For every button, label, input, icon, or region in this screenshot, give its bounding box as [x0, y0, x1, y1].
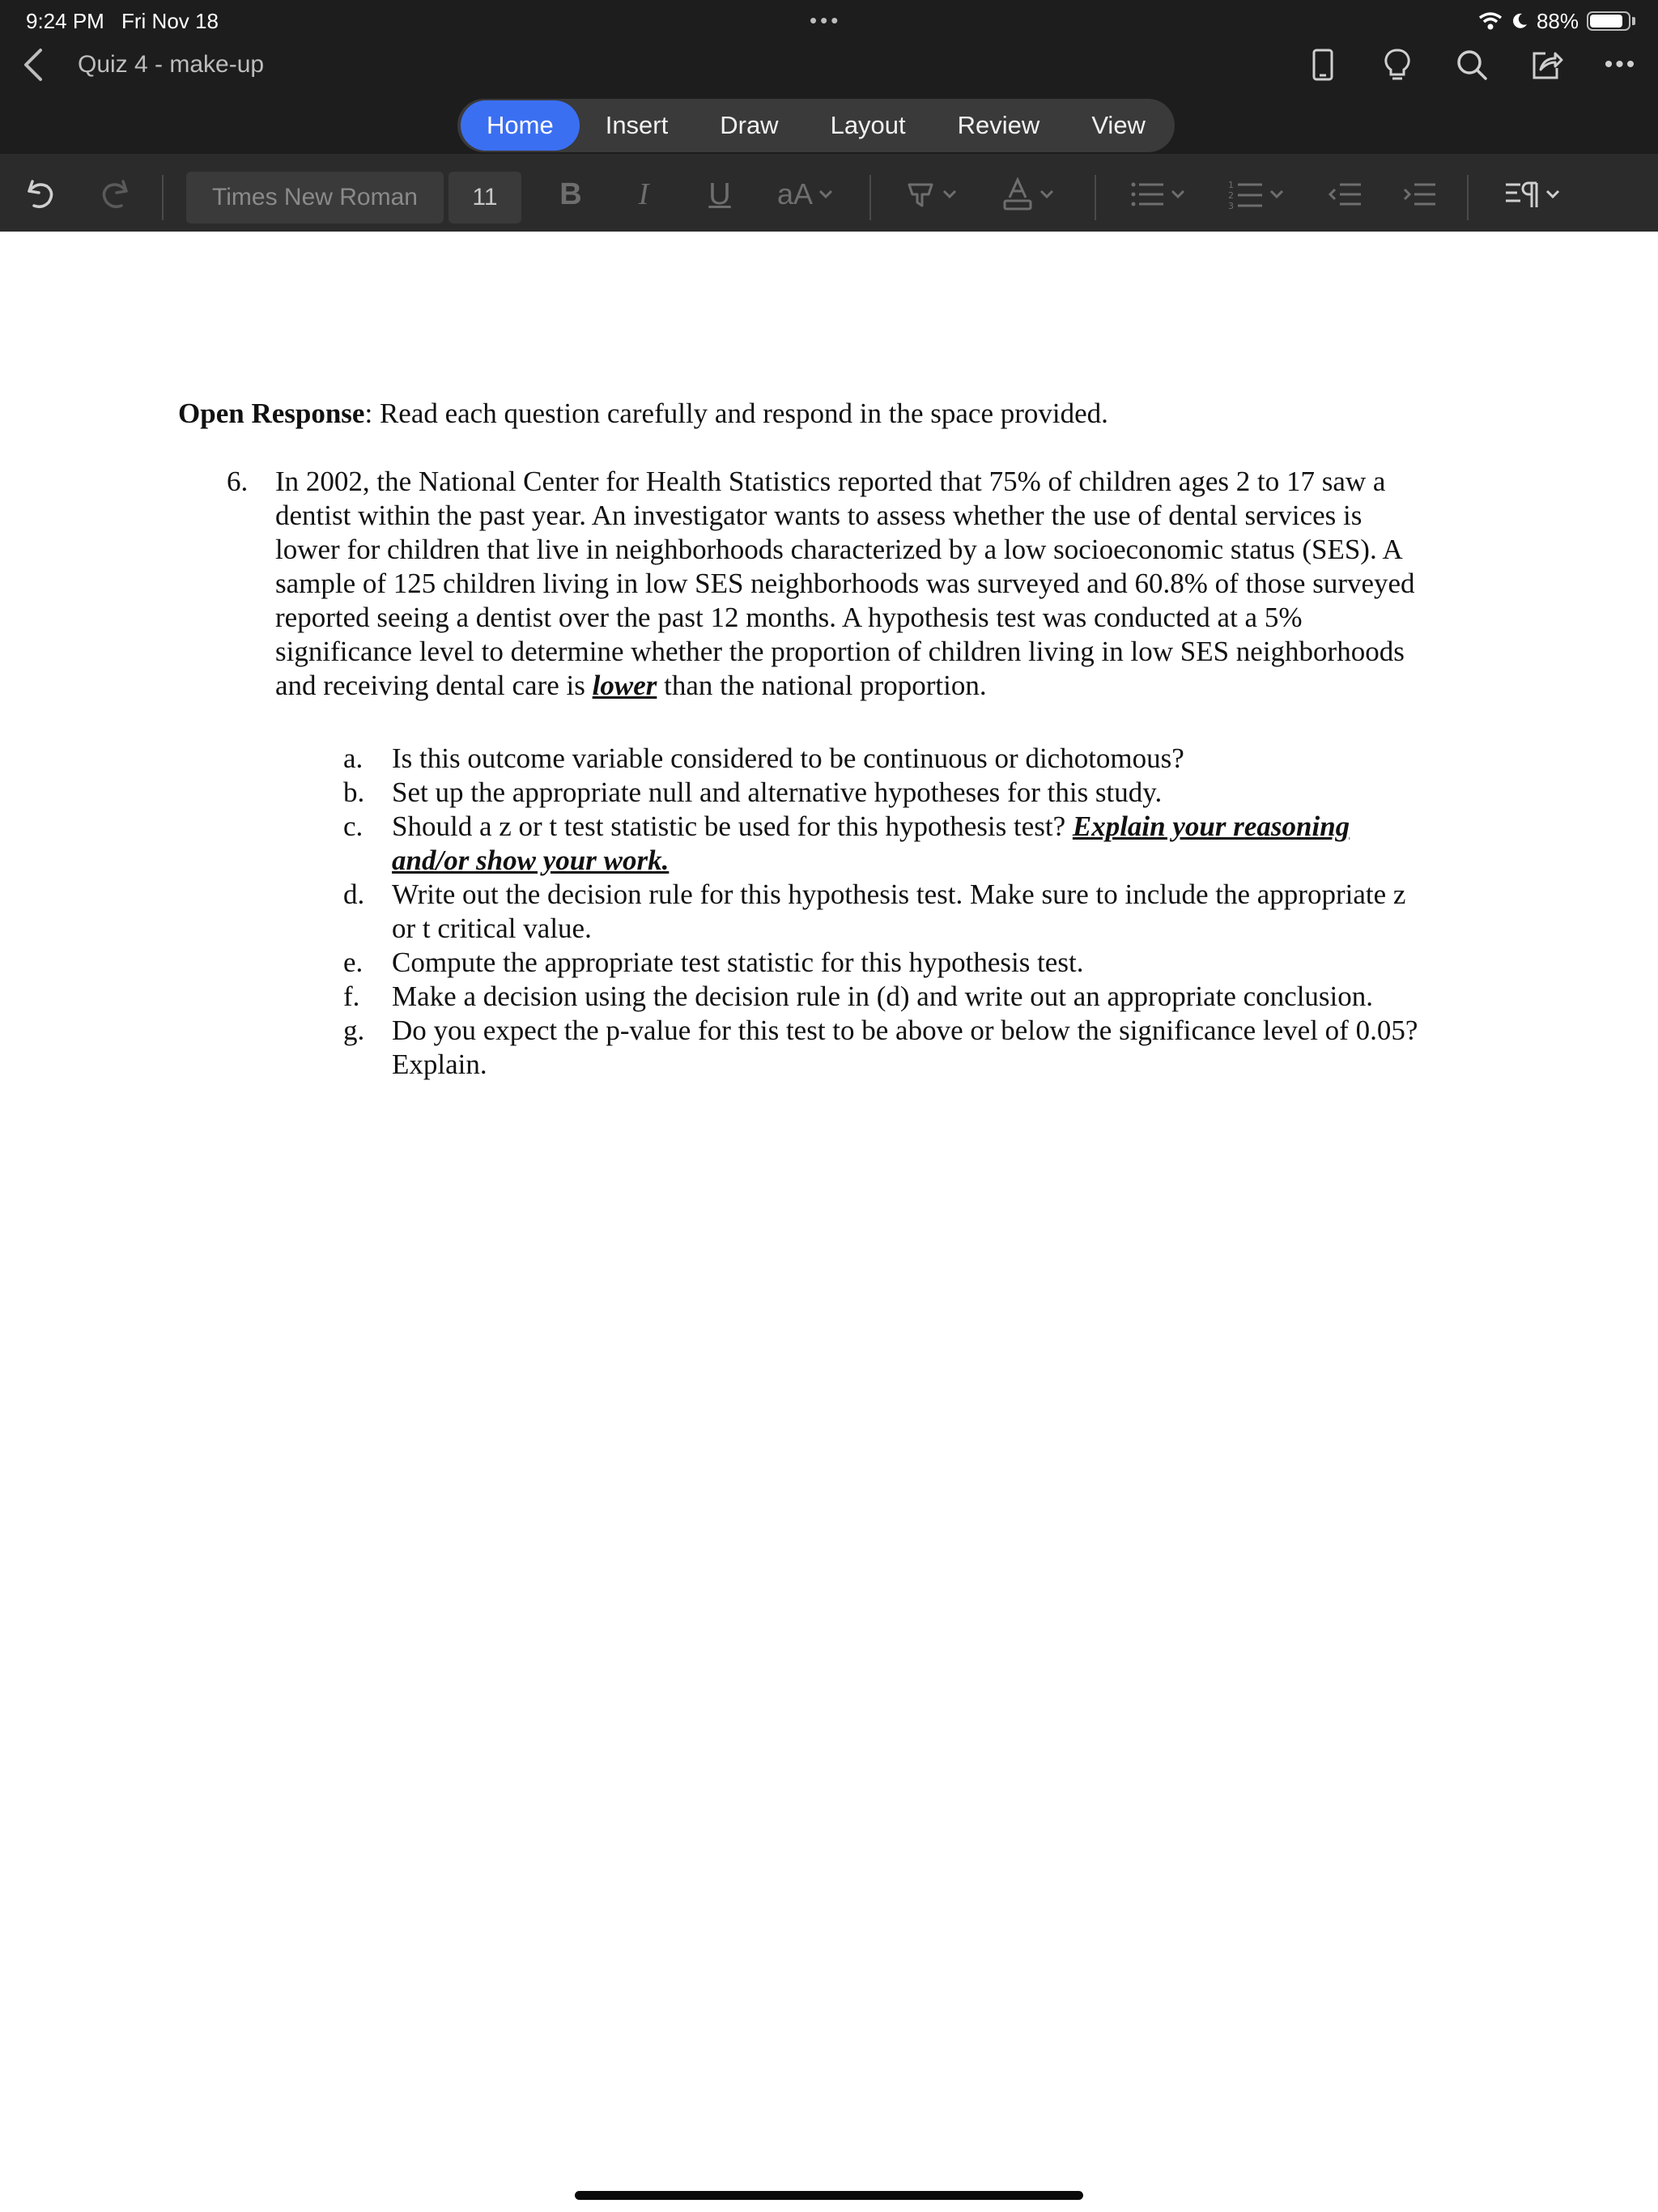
question-line-start: and receiving dental care is	[275, 670, 593, 701]
increase-indent-button[interactable]	[1399, 172, 1439, 217]
text-size-label: aA	[776, 177, 814, 211]
question-line: reported seeing a dentist over the past 12 months. A hypothesis test was conducted at a 5%	[275, 602, 1303, 633]
paragraph-format-button[interactable]	[1496, 172, 1569, 217]
svg-text:3: 3	[1228, 201, 1234, 211]
italic-button[interactable]: I	[638, 177, 649, 211]
redo-icon	[97, 177, 133, 212]
document-title: Quiz 4 - make-up	[78, 51, 265, 78]
subquestion-e: Compute the appropriate test statistic for this hypothesis test.	[392, 946, 1084, 978]
phone-icon	[1312, 49, 1333, 81]
ribbon-tabs	[457, 99, 1175, 152]
subquestion-d-line1: Write out the decision rule for this hypothesis test. Make sure to include the appropriate z	[392, 878, 1406, 910]
subquestion-c	[392, 810, 1493, 878]
undo-button[interactable]	[16, 172, 65, 217]
lightbulb-icon	[1384, 48, 1411, 82]
search-icon	[1456, 49, 1488, 81]
home-indicator[interactable]	[575, 2191, 1083, 2200]
share-button[interactable]	[1525, 44, 1567, 86]
highlighter-icon	[904, 178, 937, 211]
status-indicators	[1478, 5, 1635, 37]
top-actions	[1302, 44, 1642, 86]
question-line: In 2002, the National Center for Health Statistics reported that 75% of children ages 2 to 17 saw a	[275, 466, 1386, 497]
highlight-button[interactable]	[899, 172, 963, 217]
status-date: Fri Nov 18	[121, 9, 219, 33]
chevron-down-icon	[1545, 189, 1561, 200]
battery-fill	[1590, 15, 1622, 28]
instructions-text: : Read each question carefully and respond in the space provided.	[364, 398, 1108, 429]
status-time: 9:24 PM	[26, 9, 104, 33]
question-line-end: than the national proportion.	[657, 670, 987, 701]
chevron-down-icon	[1269, 189, 1285, 200]
subquestion-label-a: a.	[343, 742, 363, 774]
subquestion-g	[392, 1014, 1493, 1082]
toolbar-divider	[162, 175, 164, 220]
subquestion-label-f: f.	[343, 981, 360, 1012]
tab-draw[interactable]: Draw	[720, 111, 779, 139]
subquestion-a: Is this outcome variable considered to be continuous or dichotomous?	[392, 742, 1184, 774]
mobile-view-button[interactable]	[1302, 44, 1344, 86]
numbered-list-icon	[1228, 178, 1264, 211]
undo-icon	[23, 177, 58, 212]
back-button[interactable]	[16, 45, 52, 84]
tab-view[interactable]: View	[1091, 111, 1146, 139]
chevron-down-icon	[1170, 189, 1186, 200]
decrease-indent-icon	[1327, 180, 1363, 209]
subquestion-label-g: g.	[343, 1015, 365, 1046]
question-line: sample of 125 children living in low SES neighborhoods was surveyed and 60.8% of those surveyed	[275, 568, 1415, 599]
app-header	[0, 0, 1658, 232]
question-line: significance level to determine whether the proportion of children living in low SES neighborhoods	[275, 636, 1405, 667]
bullet-list-icon	[1129, 180, 1165, 209]
tab-insert[interactable]: Insert	[605, 111, 669, 139]
subquestion-g-line2: Explain.	[392, 1049, 487, 1080]
font-color-icon	[1001, 177, 1034, 212]
more-options-icon[interactable]: •••	[1604, 51, 1638, 78]
subquestion-c-text: Should a z or t test statistic be used for this hypothesis test?	[392, 810, 1073, 842]
subquestion-f: Make a decision using the decision rule in (d) and write out an appropriate conclusion.	[392, 981, 1374, 1012]
subquestion-g-line1: Do you expect the p-value for this test to be above or below the significance level of 0.05?	[392, 1015, 1418, 1046]
question-line: dentist within the past year. An investigator wants to assess whether the use of dental services is	[275, 500, 1363, 531]
question-number: 6.	[227, 466, 249, 497]
chevron-left-icon	[16, 45, 52, 84]
decrease-indent-button[interactable]	[1324, 172, 1365, 217]
subquestion-label-c: c.	[343, 810, 363, 842]
subquestion-label-d: d.	[343, 878, 365, 910]
tab-home[interactable]: Home	[461, 100, 580, 151]
toolbar-divider	[1467, 175, 1469, 220]
instructions-heading: Open Response	[178, 398, 365, 429]
font-color-button[interactable]	[996, 172, 1061, 217]
tab-review[interactable]: Review	[957, 111, 1040, 139]
bullet-list-button[interactable]	[1125, 172, 1190, 217]
toolbar-divider	[869, 175, 871, 220]
bold-button[interactable]: B	[559, 177, 582, 211]
question-line	[275, 669, 1473, 703]
instructions	[178, 397, 1554, 431]
subquestion-label-e: e.	[343, 946, 363, 978]
text-size-button[interactable]	[769, 172, 842, 217]
subquestion-d	[392, 878, 1493, 946]
battery-percent: 88%	[1536, 8, 1579, 33]
chevron-down-icon	[942, 189, 958, 200]
font-size-picker[interactable]: 11	[449, 172, 521, 223]
chevron-down-icon	[818, 189, 834, 200]
wifi-icon	[1478, 11, 1503, 31]
svg-text:1: 1	[1228, 180, 1234, 190]
battery-icon	[1587, 11, 1630, 31]
emphasis-explain: Explain your reasoning	[1072, 810, 1350, 842]
toolbar-divider	[1095, 175, 1096, 220]
question-line: lower for children that live in neighborhoods characterized by a low socioeconomic status (SES). A	[275, 534, 1403, 565]
ideas-button[interactable]	[1376, 44, 1418, 86]
increase-indent-icon	[1401, 180, 1437, 209]
paragraph-icon	[1504, 178, 1540, 211]
chevron-down-icon	[1039, 189, 1055, 200]
battery-nub	[1632, 17, 1635, 25]
search-button[interactable]	[1451, 44, 1493, 86]
subquestion-d-line2: or t critical value.	[392, 912, 592, 944]
tab-layout[interactable]: Layout	[830, 111, 906, 139]
numbered-list-button[interactable]	[1224, 172, 1289, 217]
underline-button[interactable]: U	[708, 177, 731, 211]
emphasis-lower: lower	[592, 670, 657, 701]
share-icon	[1529, 49, 1563, 81]
svg-text:2: 2	[1228, 190, 1234, 201]
question-stem	[275, 465, 1473, 703]
moon-icon	[1511, 12, 1528, 30]
document-page[interactable]	[0, 232, 1658, 2212]
subquestion-c-line	[392, 810, 1493, 844]
multitasking-dots-icon[interactable]: •••	[810, 8, 842, 32]
subquestion-b: Set up the appropriate null and alternative hypotheses for this study.	[392, 776, 1163, 808]
font-name-picker[interactable]: Times New Roman	[186, 172, 444, 223]
subquestion-label-b: b.	[343, 776, 365, 808]
redo-button[interactable]	[91, 172, 139, 217]
emphasis-show-work: and/or show your work.	[392, 844, 670, 876]
